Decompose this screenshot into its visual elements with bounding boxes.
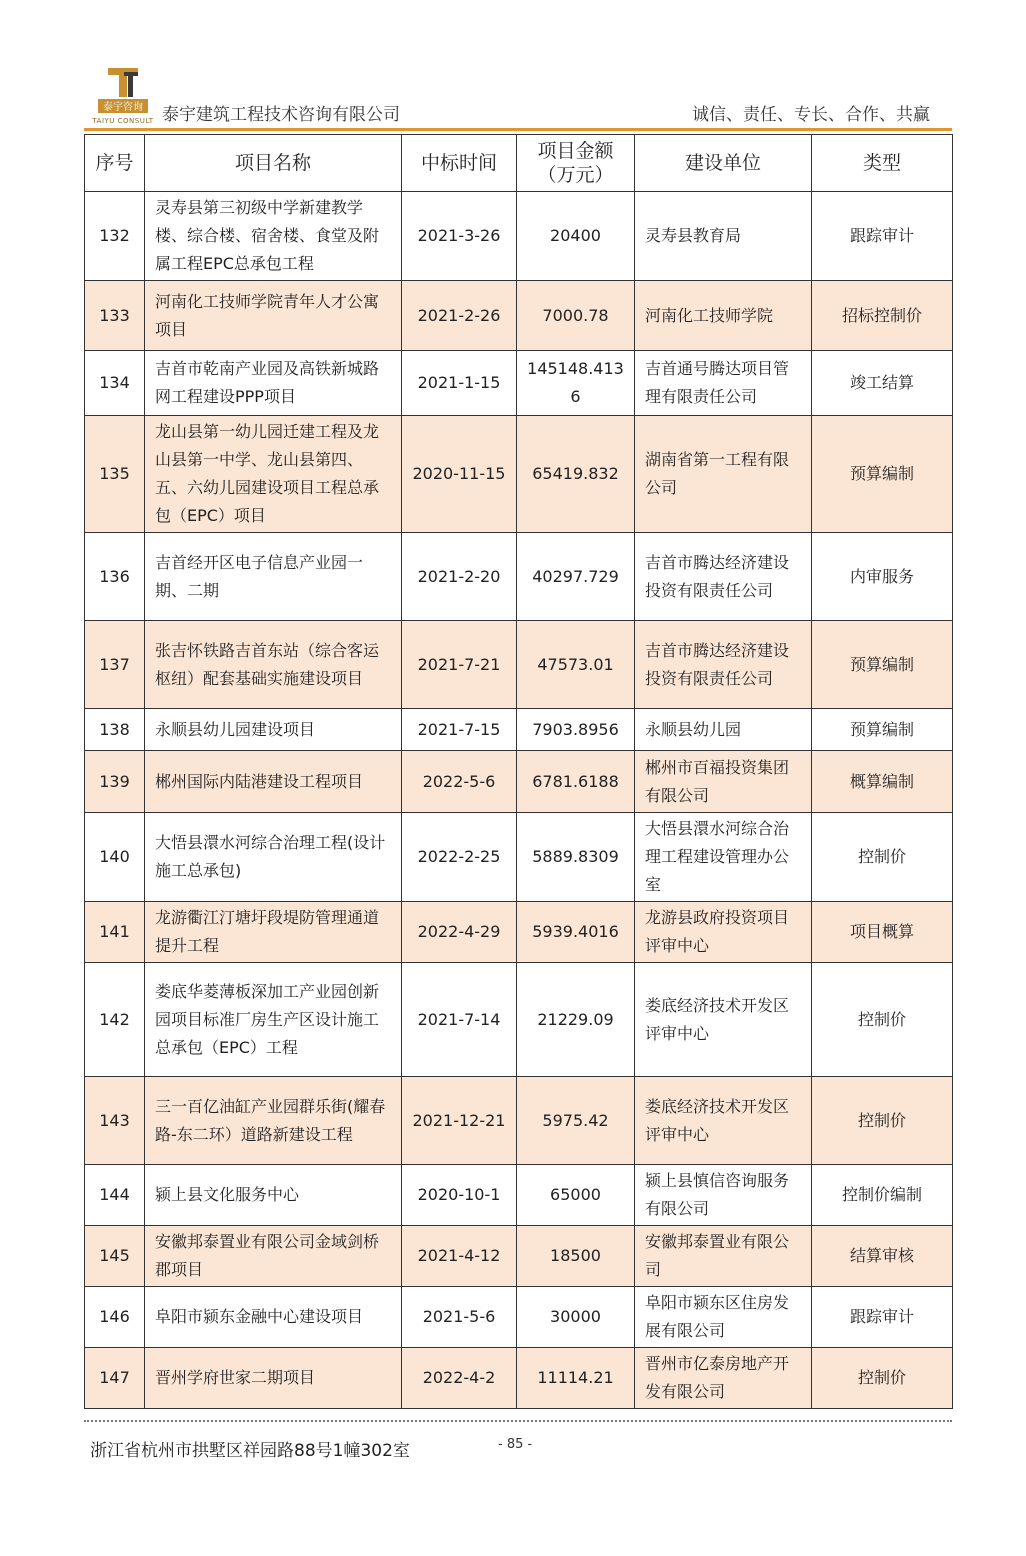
cell-date: 2020-11-15 — [402, 416, 517, 533]
cell-amount: 65000 — [517, 1165, 635, 1226]
cell-name: 吉首市乾南产业园及高铁新城路网工程建设PPP项目 — [145, 351, 402, 416]
cell-date: 2020-10-1 — [402, 1165, 517, 1226]
cell-name: 娄底华菱薄板深加工产业园创新园项目标准厂房生产区设计施工总承包（EPC）工程 — [145, 963, 402, 1077]
table-row — [85, 533, 953, 621]
cell-owner: 大悟县澴水河综合治理工程建设管理办公室 — [635, 813, 812, 902]
cell-name: 龙山县第一幼儿园迁建工程及龙山县第一中学、龙山县第四、五、六幼儿园建设项目工程总承包（EPC）项目 — [145, 416, 402, 533]
cell-amount: 40297.729 — [517, 533, 635, 621]
cell-amount: 6781.6188 — [517, 751, 635, 813]
table-row — [85, 1077, 953, 1165]
cell-no: 143 — [85, 1077, 145, 1165]
table-row — [85, 1348, 953, 1409]
cell-owner: 河南化工技师学院 — [635, 281, 812, 351]
cell-type: 预算编制 — [812, 416, 953, 533]
cell-type: 竣工结算 — [812, 351, 953, 416]
cell-owner: 龙游县政府投资项目评审中心 — [635, 902, 812, 963]
cell-date: 2021-1-15 — [402, 351, 517, 416]
cell-no: 138 — [85, 709, 145, 751]
cell-type: 预算编制 — [812, 621, 953, 709]
cell-no: 135 — [85, 416, 145, 533]
cell-type: 结算审核 — [812, 1226, 953, 1287]
logo-text: 泰宇咨询 — [103, 102, 143, 113]
col-header-type: 类型 — [812, 135, 953, 192]
cell-date: 2021-2-20 — [402, 533, 517, 621]
cell-name: 晋州学府世家二期项目 — [145, 1348, 402, 1409]
cell-owner: 吉首市腾达经济建设投资有限责任公司 — [635, 621, 812, 709]
table-row — [85, 963, 953, 1077]
footer-divider — [84, 1420, 952, 1422]
cell-name: 三一百亿油缸产业园群乐街(耀春路-东二环）道路新建设工程 — [145, 1077, 402, 1165]
table-row — [85, 1165, 953, 1226]
cell-owner: 阜阳市颍东区住房发展有限公司 — [635, 1287, 812, 1348]
table-row — [85, 621, 953, 709]
table-row — [85, 192, 953, 281]
company-logo — [94, 62, 152, 116]
table-row — [85, 1287, 953, 1348]
cell-owner: 娄底经济技术开发区评审中心 — [635, 1077, 812, 1165]
cell-no: 147 — [85, 1348, 145, 1409]
cell-owner: 娄底经济技术开发区评审中心 — [635, 963, 812, 1077]
cell-amount: 20400 — [517, 192, 635, 281]
cell-no: 142 — [85, 963, 145, 1077]
cell-type: 控制价 — [812, 1077, 953, 1165]
cell-date: 2021-7-21 — [402, 621, 517, 709]
table-row — [85, 709, 953, 751]
col-header-amount: 项目金额（万元） — [517, 135, 635, 192]
cell-name: 阜阳市颍东金融中心建设项目 — [145, 1287, 402, 1348]
cell-type: 项目概算 — [812, 902, 953, 963]
cell-no: 132 — [85, 192, 145, 281]
cell-date: 2021-5-6 — [402, 1287, 517, 1348]
cell-date: 2022-2-25 — [402, 813, 517, 902]
cell-date: 2021-3-26 — [402, 192, 517, 281]
cell-type: 概算编制 — [812, 751, 953, 813]
cell-owner: 安徽邦泰置业有限公司 — [635, 1226, 812, 1287]
cell-amount: 65419.832 — [517, 416, 635, 533]
cell-owner: 颍上县慎信咨询服务有限公司 — [635, 1165, 812, 1226]
cell-name: 张吉怀铁路吉首东站（综合客运枢纽）配套基础实施建设项目 — [145, 621, 402, 709]
cell-no: 137 — [85, 621, 145, 709]
table-row — [85, 813, 953, 902]
cell-owner: 吉首市腾达经济建设投资有限责任公司 — [635, 533, 812, 621]
cell-no: 146 — [85, 1287, 145, 1348]
cell-date: 2021-2-26 — [402, 281, 517, 351]
cell-amount: 47573.01 — [517, 621, 635, 709]
cell-name: 吉首经开区电子信息产业园一期、二期 — [145, 533, 402, 621]
cell-no: 144 — [85, 1165, 145, 1226]
table-row — [85, 281, 953, 351]
cell-owner: 永顺县幼儿园 — [635, 709, 812, 751]
table-row — [85, 351, 953, 416]
logo-subtitle: TAIYU CONSULT — [92, 117, 154, 125]
cell-no: 136 — [85, 533, 145, 621]
cell-name: 郴州国际内陆港建设工程项目 — [145, 751, 402, 813]
page-number: - 85 - — [498, 1437, 533, 1452]
cell-name: 河南化工技师学院青年人才公寓项目 — [145, 281, 402, 351]
cell-owner: 灵寿县教育局 — [635, 192, 812, 281]
cell-name: 龙游衢江汀塘圩段堤防管理通道提升工程 — [145, 902, 402, 963]
table-header-row — [85, 135, 953, 192]
cell-amount: 5889.8309 — [517, 813, 635, 902]
cell-type: 控制价 — [812, 1348, 953, 1409]
cell-amount: 7903.8956 — [517, 709, 635, 751]
cell-no: 141 — [85, 902, 145, 963]
cell-owner: 郴州市百福投资集团有限公司 — [635, 751, 812, 813]
col-header-date: 中标时间 — [402, 135, 517, 192]
cell-type: 控制价编制 — [812, 1165, 953, 1226]
cell-date: 2021-4-12 — [402, 1226, 517, 1287]
cell-no: 139 — [85, 751, 145, 813]
cell-type: 预算编制 — [812, 709, 953, 751]
cell-date: 2021-7-15 — [402, 709, 517, 751]
cell-amount: 5975.42 — [517, 1077, 635, 1165]
project-table — [84, 134, 953, 1409]
col-header-name: 项目名称 — [145, 135, 402, 192]
cell-type: 控制价 — [812, 813, 953, 902]
cell-name: 颍上县文化服务中心 — [145, 1165, 402, 1226]
company-name: 泰宇建筑工程技术咨询有限公司 — [162, 105, 400, 125]
cell-type: 招标控制价 — [812, 281, 953, 351]
cell-name: 安徽邦泰置业有限公司金域剑桥郡项目 — [145, 1226, 402, 1287]
cell-name: 灵寿县第三初级中学新建教学楼、综合楼、宿舍楼、食堂及附属工程EPC总承包工程 — [145, 192, 402, 281]
col-header-no: 序号 — [85, 135, 145, 192]
table-row — [85, 751, 953, 813]
header-divider — [84, 128, 952, 131]
cell-amount: 30000 — [517, 1287, 635, 1348]
cell-amount: 5939.4016 — [517, 902, 635, 963]
cell-no: 133 — [85, 281, 145, 351]
cell-date: 2021-12-21 — [402, 1077, 517, 1165]
cell-type: 内审服务 — [812, 533, 953, 621]
cell-no: 145 — [85, 1226, 145, 1287]
cell-date: 2022-4-2 — [402, 1348, 517, 1409]
col-header-owner: 建设单位 — [635, 135, 812, 192]
cell-date: 2022-4-29 — [402, 902, 517, 963]
cell-date: 2021-7-14 — [402, 963, 517, 1077]
cell-amount: 11114.21 — [517, 1348, 635, 1409]
cell-name: 大悟县澴水河综合治理工程(设计施工总承包) — [145, 813, 402, 902]
company-slogan: 诚信、责任、专长、合作、共赢 — [692, 105, 930, 125]
cell-type: 跟踪审计 — [812, 1287, 953, 1348]
cell-owner: 晋州市亿泰房地产开发有限公司 — [635, 1348, 812, 1409]
cell-amount: 18500 — [517, 1226, 635, 1287]
cell-date: 2022-5-6 — [402, 751, 517, 813]
cell-owner: 吉首通号腾达项目管理有限责任公司 — [635, 351, 812, 416]
cell-amount: 7000.78 — [517, 281, 635, 351]
cell-name: 永顺县幼儿园建设项目 — [145, 709, 402, 751]
cell-no: 140 — [85, 813, 145, 902]
cell-amount: 21229.09 — [517, 963, 635, 1077]
cell-owner: 湖南省第一工程有限公司 — [635, 416, 812, 533]
table-row — [85, 902, 953, 963]
table-row — [85, 1226, 953, 1287]
cell-no: 134 — [85, 351, 145, 416]
cell-type: 跟踪审计 — [812, 192, 953, 281]
cell-amount: 145148.4136 — [517, 351, 635, 416]
company-address: 浙江省杭州市拱墅区祥园路88号1幢302室 — [90, 1441, 410, 1461]
table-row — [85, 416, 953, 533]
cell-type: 控制价 — [812, 963, 953, 1077]
